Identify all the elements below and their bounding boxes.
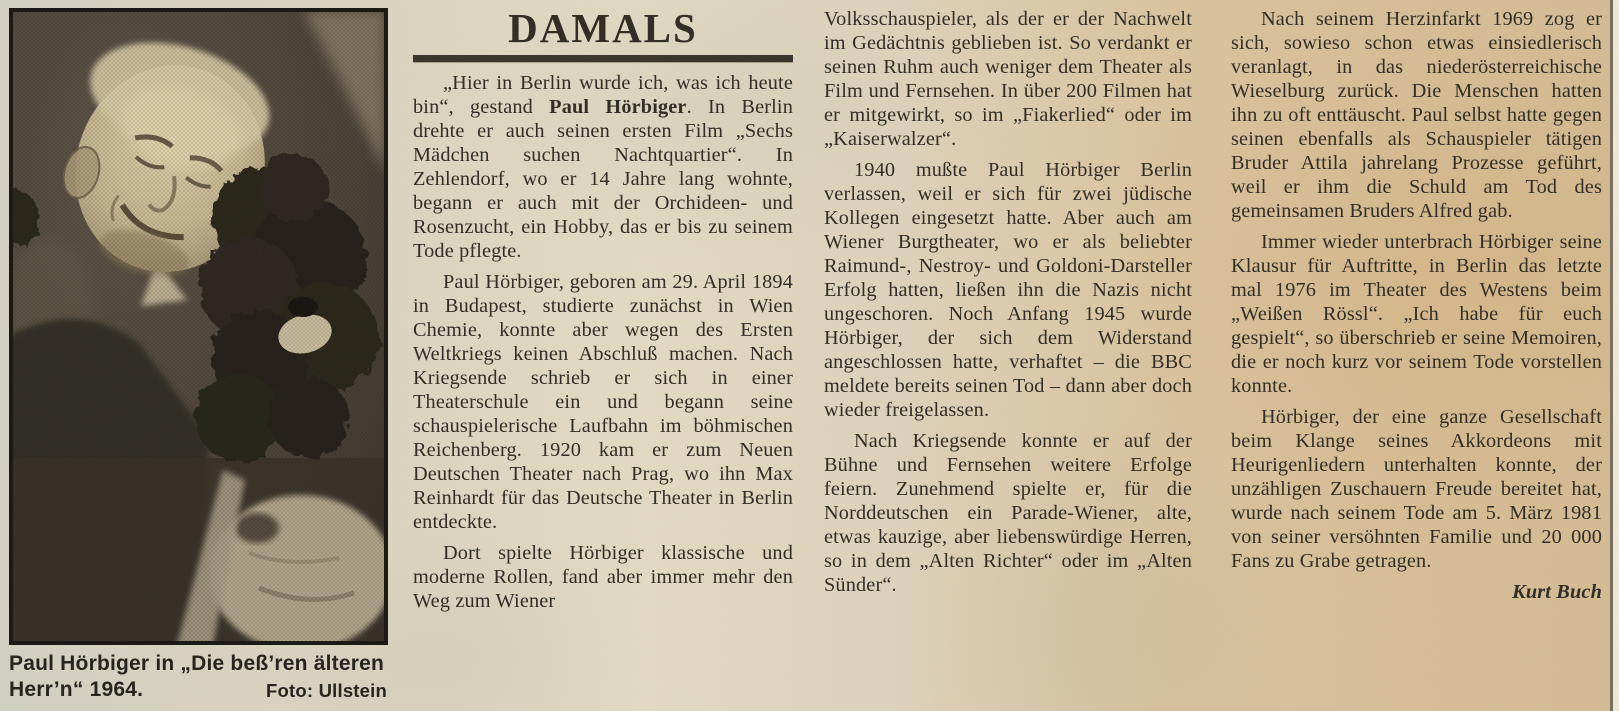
text-column-2 xyxy=(824,0,1192,711)
paragraph: Dort spielte Hörbiger klassische und moderne Rollen, fand aber immer mehr den Weg zum Wiener xyxy=(413,542,793,612)
portrait-photo-svg xyxy=(9,8,388,645)
photo-caption-block xyxy=(9,651,389,703)
paragraph: Hörbiger, der eine ganze Gesellschaft beim Klange seines Akkordeons mit Heurigenliedern unterhalten konnte, der unzähligen Zuschauern Freude bereitet hat, wurde nach seinem Tode am 5. März 1981 von seiner versöhnten Familie und 20 000 Fans zu Grabe getragen. xyxy=(1231,406,1602,572)
text-column-1 xyxy=(413,0,793,711)
photo-caption: Paul Hörbiger in „Die beß’ren älteren Herr’n“ 1964. xyxy=(9,652,384,701)
text-column-3 xyxy=(1231,0,1602,711)
paragraph-continuation: Volksschauspieler, als der er der Nachwelt im Gedächtnis geblieben ist. So verdankt er seinen Ruhm auch weniger dem Theater als Film und Fernsehen. In über 200 Filmen hat er mitgewirkt, so im „Fiakerlied“ oder im „Kaiserwalzer“. xyxy=(824,8,1192,150)
title-rule xyxy=(413,55,793,62)
paragraph: Paul Hörbiger, geboren am 29. April 1894 in Budapest, studierte zunächst in Wien Chemie, konnte aber wegen des Ersten Weltkriegs keinen Abschluß machen. Nach Kriegsende schrieb er sich in einer Theaterschule ein und begann seine schauspielerische Laufbahn im böhmischen Reichenberg. 1920 kam er zum Neuen Deutschen Theater nach Prag, wo ihn Max Reinhardt für das Deutsche Theater in Berlin entdeckte. xyxy=(413,271,793,533)
lead-quote-text: „Hier in Berlin wurde ich, was ich heute bin“, gestand xyxy=(413,72,793,118)
paragraph: Nach seinem Herzinfarkt 1969 zog er sich, sowieso schon etwas einsiedlerisch veranlagt, in das niederösterreichische Wieselburg zurück. Die Menschen hatten ihn zu oft enttäuscht. Paul selbst hatte gegen seinen ebenfalls als Schauspieler tätigen Bruder Attila jahrelang Prozesse geführt, weil er ihm die Schuld am Tod des gemeinsamen Bruders Alfred gab. xyxy=(1231,8,1602,222)
clipping-right-edge xyxy=(1610,0,1619,711)
photo-credit: Foto: Ullstein xyxy=(266,680,387,701)
subject-name-bold: Paul Hörbiger xyxy=(549,96,687,118)
section-title: DAMALS xyxy=(508,5,698,51)
photo xyxy=(9,8,388,645)
paragraph: Nach Kriegsende konnte er auf der Bühne und Fernsehen weitere Erfolge feiern. Zunehmend spielte er, für die Norddeutschen ein Parade-Wiener, alte, etwas kauzige, aber liebenswürdige Herren, so in dem „Alten Richter“ oder im „Alten Sünder“. xyxy=(824,430,1192,596)
paragraph: Immer wieder unterbrach Hörbiger seine Klausur für Auftritte, in Berlin das letzte mal 1976 im Theater des Westens beim „Weißen Rössl“. „Ich habe für euch gespielt“, so überschrieb er seine Memoiren, die er noch kurz vor seinem Tode vorstellen konnte. xyxy=(1231,231,1602,397)
lead-continuation: . In Berlin drehte er auch seinen ersten Film „Sechs Mädchen suchen Nachtquartier“. In Zehlendorf, wo er 14 Jahre lang wohnte, begann er auch mit der Orchideen- und Rosenzucht, ein Hobby, das er bis zu seinem Tode pflegte. xyxy=(413,96,793,262)
author-byline: Kurt Buch xyxy=(1512,581,1602,603)
paragraph: 1940 mußte Paul Hörbiger Berlin verlassen, weil er sich für zwei jüdische Kollegen eingesetzt hatte. Aber auch am Wiener Burgtheater, wo er als beliebter Raimund-, Nestroy- und Goldoni-Darsteller Erfolg hatten, ließen ihn die Nazis nicht ungeschoren. Noch Anfang 1945 wurde Hörbiger, der sich dem Widerstand angeschlossen hatte, verhaftet – die BBC meldete bereits seinen Tod – dann aber doch wieder freigelassen. xyxy=(824,159,1192,421)
paragraph-lead xyxy=(413,71,793,263)
